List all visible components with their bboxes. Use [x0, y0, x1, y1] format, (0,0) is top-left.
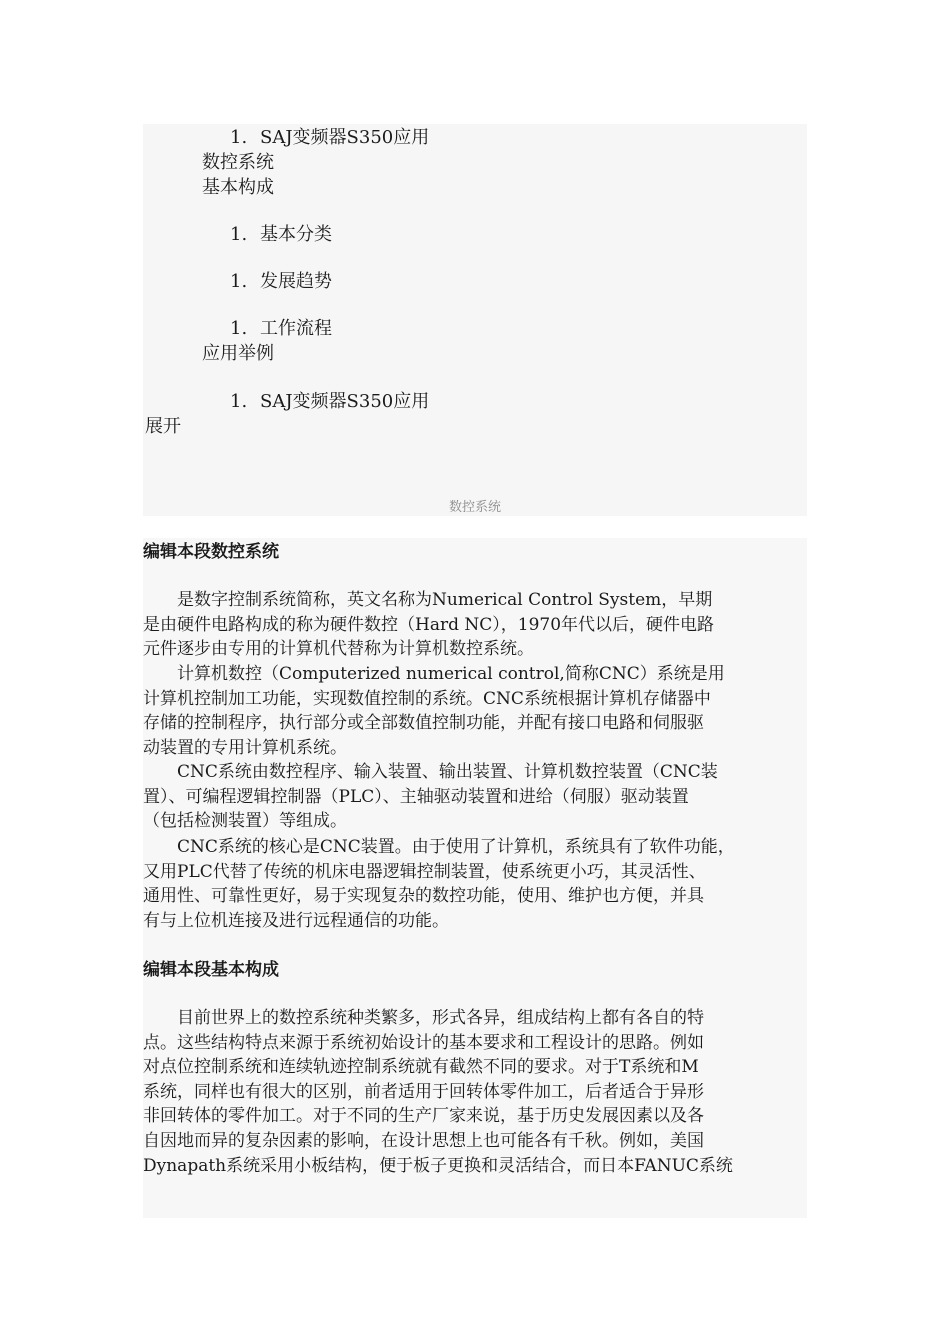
image-caption: 数控系统: [448, 500, 501, 515]
toc-item-top[interactable]: [230, 126, 429, 150]
toc-item-label: SAJ变频器S350应用: [260, 391, 430, 412]
expand-toggle[interactable]: 展开: [145, 416, 181, 437]
toc-item-number: 1.: [230, 127, 248, 148]
toc-item-label: 工作流程: [260, 318, 332, 339]
toc-item-saj-inverter[interactable]: [230, 390, 429, 414]
text-line: （包括检测装置）等组成。: [143, 811, 347, 832]
text-line: 存储的控制程序，执行部分或全部数值控制功能，并配有接口电路和伺服驱: [143, 713, 704, 734]
text-line: 置）、可编程逻辑控制器（PLC）、主轴驱动装置和进给（伺服）驱动装置: [143, 786, 689, 807]
text-line: 计算机数控（Computerized numerical control,简称CNC）系统是用: [143, 664, 725, 684]
toc-section-control-system[interactable]: 数控系统: [202, 152, 274, 173]
text-line: 目前世界上的数控系统种类繁多，形式各异，组成结构上都有各自的特: [143, 1008, 704, 1028]
toc-item-basic-classification[interactable]: [230, 223, 332, 247]
paragraph: [143, 835, 807, 933]
text-line: 自因地而异的复杂因素的影响，在设计思想上也可能各有千秋。例如，美国: [143, 1130, 704, 1151]
paragraph: [143, 588, 807, 662]
toc-section-basic-structure[interactable]: 基本构成: [202, 177, 274, 198]
text-line: 有与上位机连接及进行远程通信的功能。: [143, 910, 449, 931]
text-line: CNC系统由数控程序、输入装置、输出装置、计算机数控装置（CNC装: [143, 762, 718, 782]
toc-item-number: 1.: [230, 391, 248, 412]
toc-item-label: 基本分类: [260, 224, 332, 245]
text-line: CNC系统的核心是CNC装置。由于使用了计算机，系统具有了软件功能，: [143, 837, 735, 857]
section-heading-basic-structure: 编辑本段基本构成: [143, 960, 279, 980]
text-line: 元件逐步由专用的计算机代替称为计算机数控系统。: [143, 639, 534, 660]
toc-item-label: SAJ变频器S350应用: [260, 127, 430, 148]
section-heading-control-system: 编辑本段数控系统: [143, 542, 279, 562]
text-line: 是数字控制系统简称，英文名称为Numerical Control System，早期: [143, 590, 713, 610]
toc-item-number: 1.: [230, 271, 248, 292]
paragraph: [143, 662, 807, 760]
toc-item-workflow[interactable]: [230, 317, 332, 341]
toc-section-examples[interactable]: 应用举例: [202, 343, 274, 364]
text-line: Dynapath系统采用小板结构，便于板子更换和灵活结合，而日本FANUC系统: [143, 1155, 733, 1176]
text-line: 非回转体的零件加工。对于不同的生产厂家来说，基于历史发展因素以及各: [143, 1106, 704, 1127]
text-line: 对点位控制系统和连续轨迹控制系统就有截然不同的要求。对于T系统和M: [143, 1057, 699, 1078]
text-line: 系统，同样也有很大的区别，前者适用于回转体零件加工，后者适合于异形: [143, 1081, 704, 1102]
paragraph: [143, 1006, 807, 1178]
text-line: 点。这些结构特点来源于系统初始设计的基本要求和工程设计的思路。例如: [143, 1032, 704, 1053]
toc-item-number: 1.: [230, 318, 248, 339]
text-line: 又用PLC代替了传统的机床电器逻辑控制装置，使系统更小巧，其灵活性、: [143, 861, 706, 882]
text-line: 动装置的专用计算机系统。: [143, 737, 347, 758]
text-line: 计算机控制加工功能，实现数值控制的系统。CNC系统根据计算机存储器中: [143, 688, 711, 709]
toc-item-development-trend[interactable]: [230, 270, 332, 294]
toc-item-number: 1.: [230, 224, 248, 245]
toc-item-label: 发展趋势: [260, 271, 332, 292]
text-line: 通用性、可靠性更好，易于实现复杂的数控功能，使用、维护也方便，并具: [143, 886, 704, 907]
paragraph: [143, 760, 807, 834]
text-line: 是由硬件电路构成的称为硬件数控（Hard NC），1970年代以后，硬件电路: [143, 614, 715, 635]
